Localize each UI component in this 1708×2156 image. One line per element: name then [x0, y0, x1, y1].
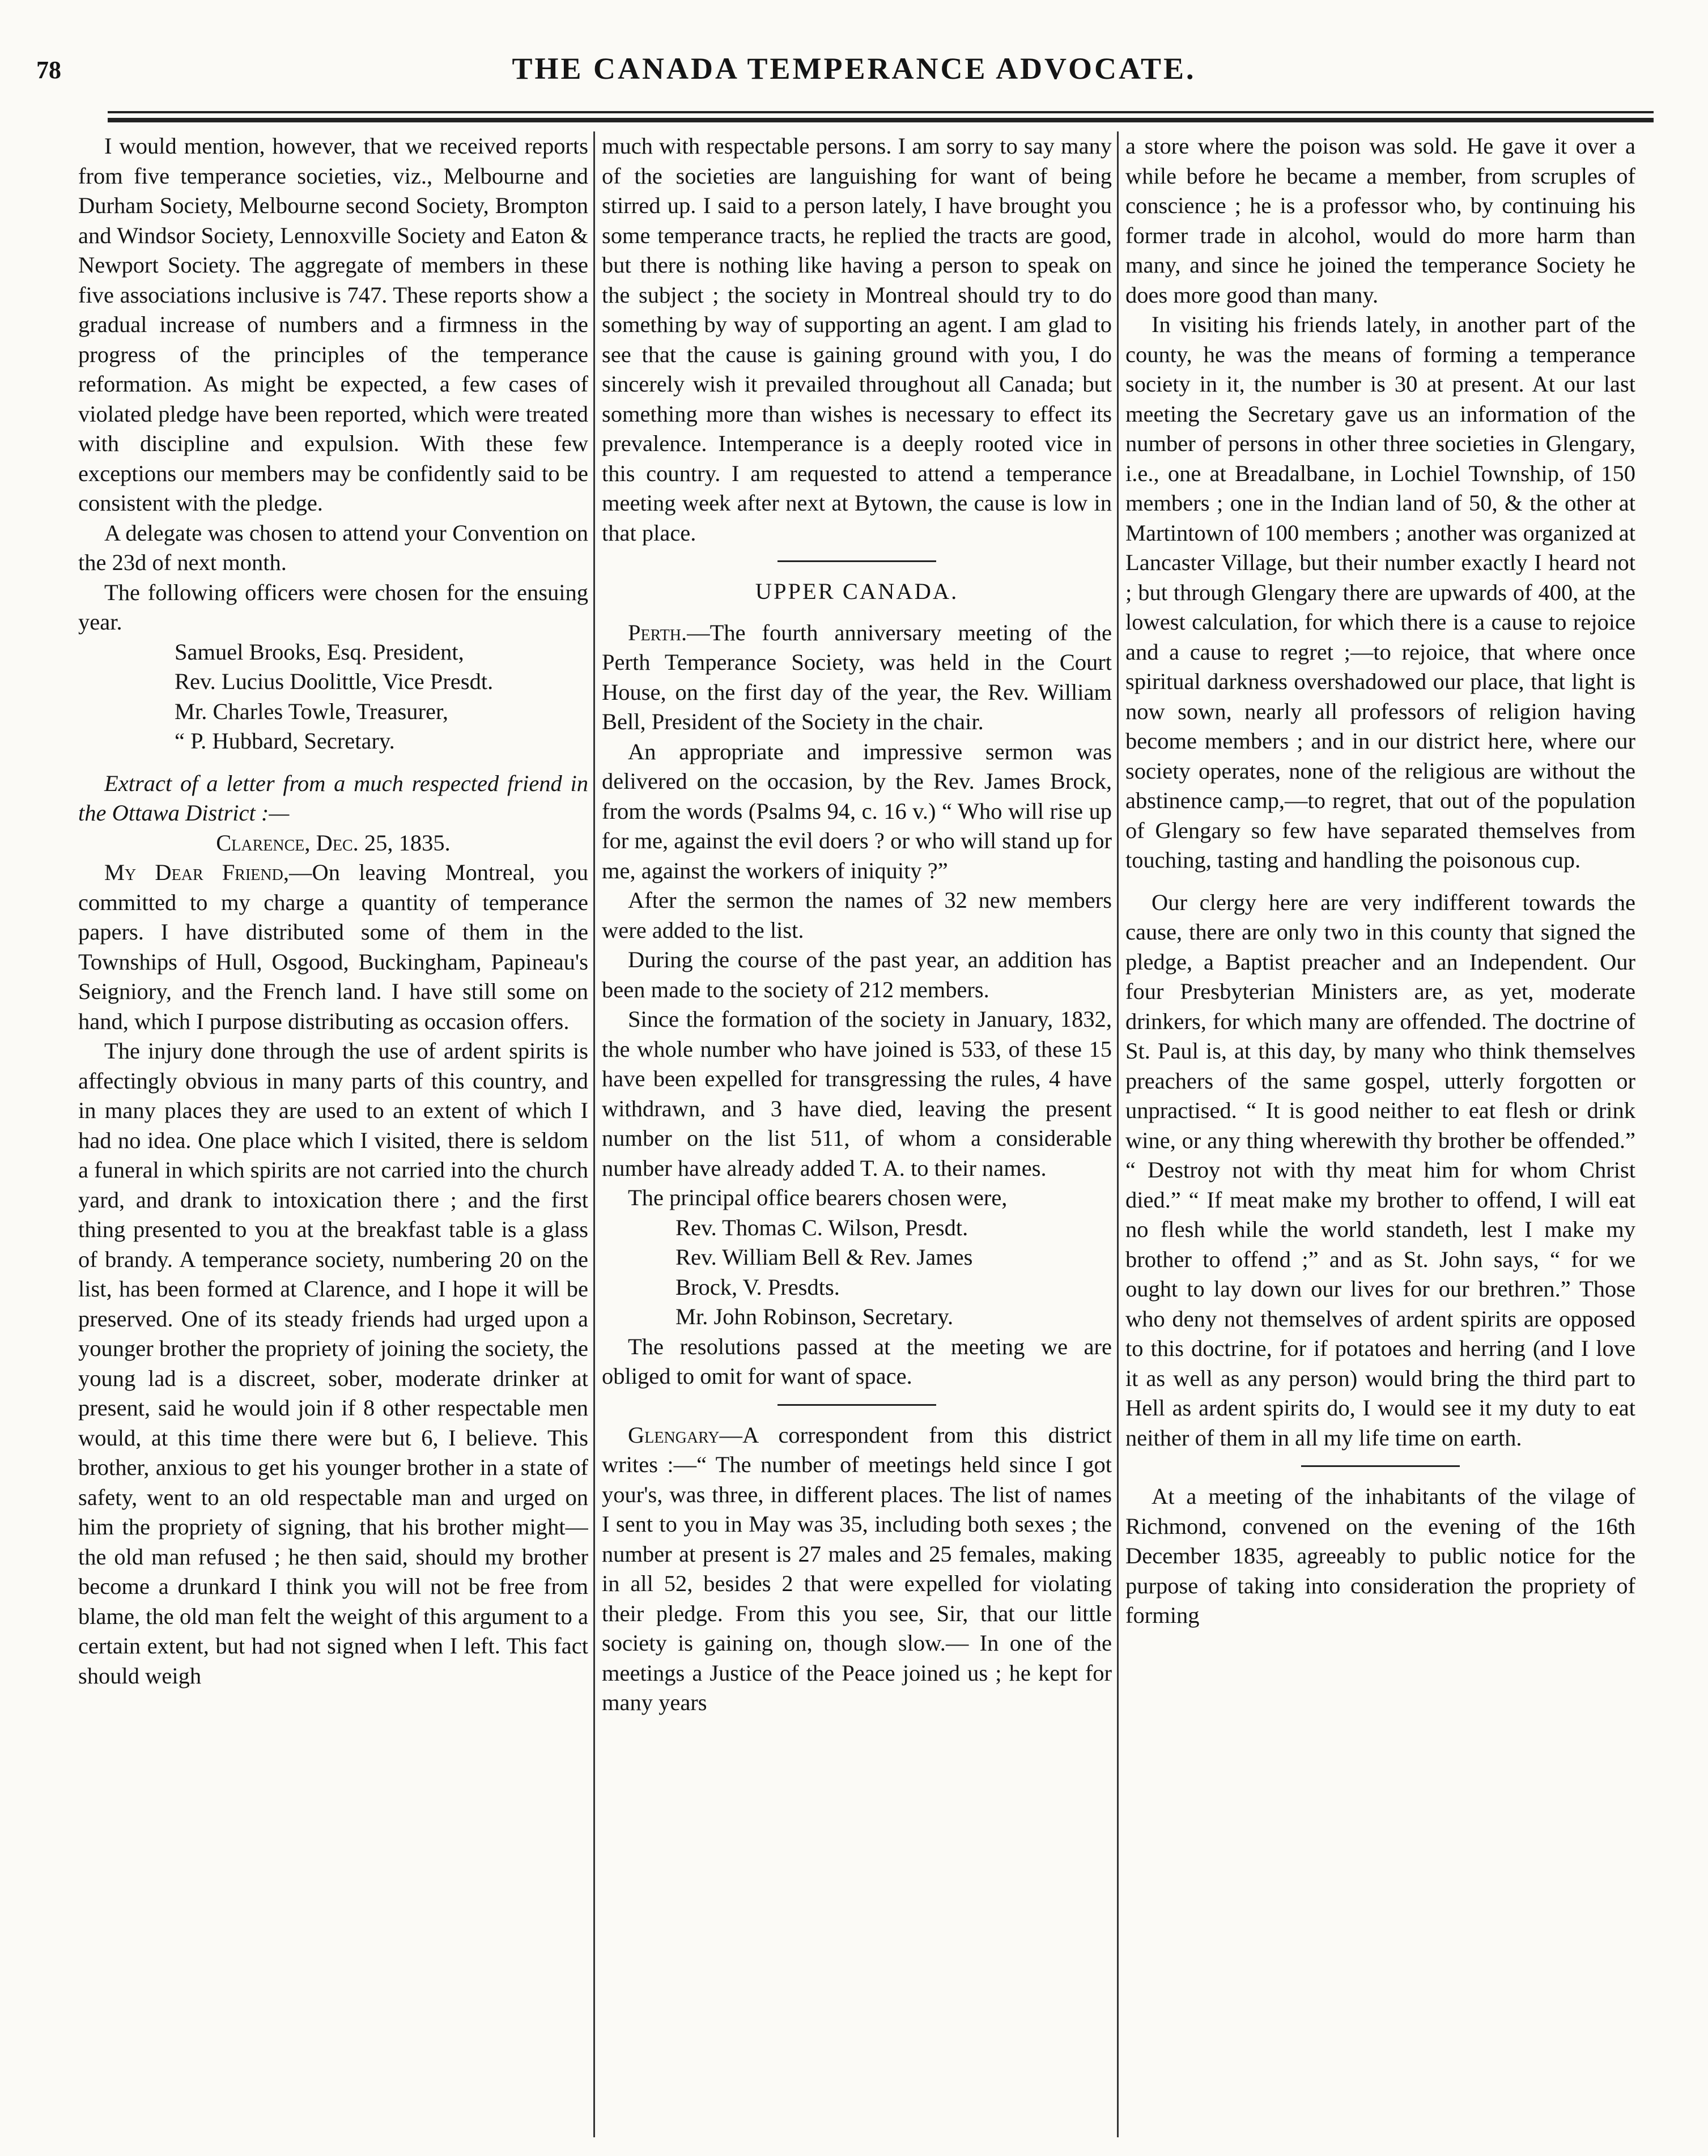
paragraph-text: —A correspondent from this district writes :—“ The number of meetings held since I got your's, was three, in different places. The list of names I sent to you in May was 35, including both sexes ; the number at present is 27 males and 25 females, making in all 52, besides 2 that were expelled for violating their pledge. From this you see, Sir, that our little society is gaining on, though slow.— In one of the meetings a Justice of the Peace joined us ; he kept for many years: [602, 1422, 1112, 1715]
salutation: My Dear Friend,: [104, 860, 289, 885]
page-header: [36, 51, 1672, 96]
paragraph: An appropriate and impressive sermon was delivered on the occasion, by the Rev. James Brock, from the words (Psalms 94, c. 16 v.) “ Who will rise up for me, against the evil doers ? or who will stand up for me, against the workers of iniquity ?”: [602, 738, 1112, 883]
officer-line: Mr. John Robinson, Secretary.: [675, 1304, 954, 1329]
column-divider-2: [1117, 131, 1119, 2137]
section-separator: [777, 560, 936, 562]
column-3: [1125, 131, 1635, 2137]
officer-line: Rev. Lucius Doolittle, Vice Presdt.: [175, 669, 494, 694]
officer-line: Rev. William Bell & Rev. James: [675, 1244, 973, 1270]
paragraph: In visiting his friends lately, in another part of the county, he was the means of forming a temperance society in it, the number is 30 at present. At our last meeting the Secretary gave us an information of the number of persons in other three societies in Glengary, i.e., one at Breadalbane, in Lochiel Township, of 150 members ; one in the Indian land of 50, & the other at Martintown of 100 members ; another was organized at Lancaster Village, but their number exactly I heard not ; but through Glengary there are upwards of 400, at the lowest calculation, for which there is a cause to rejoice and a cause to regret ;—to rejoice, that where once spiritual darkness overshadowed our place, that light is now sown, nearly all professors of religion having become members ; and in our district here, where our society operates, none of the religious are without the abstinence camp,—to regret, that out of the population of Glengary so few have separated themselves from touching, tasting and handling the poisonous cup.: [1125, 312, 1635, 873]
section-heading: UPPER CANADA.: [755, 579, 959, 604]
paragraph: [602, 618, 1112, 737]
dateline: Clarence, Dec. 25, 1835.: [216, 830, 451, 856]
paragraph: [78, 858, 588, 1036]
column-divider-1: [593, 131, 595, 2137]
paragraph: I would mention, however, that we received reports from five temperance societies, viz., Melbourne and Durham Society, Melbourne second Society, Brompton and Windsor Society, Lennoxville Society and Eaton & Newport Society. The aggregate of members in these five associations inclusive is 747. These reports show a gradual increase of numbers and a firmness in the progress of the principles of the temperance reformation. As might be expected, a few cases of violated pledge have been reported, which were treated with discipline and expulsion. With these few exceptions our members may be confidently said to be consistent with the pledge.: [78, 133, 588, 516]
officer-line: Brock, V. Presdts.: [675, 1274, 840, 1300]
masthead-title: THE CANADA TEMPERANCE ADVOCATE.: [512, 52, 1196, 86]
paragraph: The following officers were chosen for the ensuing year.: [78, 579, 588, 635]
paragraph: After the sermon the names of 32 new members were added to the list.: [602, 887, 1112, 943]
paragraph: A delegate was chosen to attend your Convention on the 23d of next month.: [78, 520, 588, 575]
paragraph: much with respectable persons. I am sorry to say many of the societies are languishing for want of being stirred up. I said to a person lately, I have brought you some temperance tracts, he replied the tracts are good, but there is nothing like having a person to speak on the subject ; the society in Montreal should try to do something by way of supporting an agent. I am glad to see that the cause is gaining ground with you, I do sincerely wish it prevailed throughout all Canada; but something more than wishes is necessary to effect its prevalence. Intemperance is a deeply rooted vice in this country. I am requested to attend a temperance meeting week after next at Bytown, the cause is low in that place.: [602, 133, 1112, 546]
officer-line: Mr. Charles Towle, Treasurer,: [175, 698, 448, 724]
officer-line: Samuel Brooks, Esq. President,: [175, 639, 464, 665]
place-lead: Glengary: [628, 1422, 720, 1448]
paragraph: The resolutions passed at the meeting we are obliged to omit for want of space.: [602, 1333, 1112, 1389]
column-1: [78, 131, 588, 2137]
paragraph: During the course of the past year, an addition has been made to the society of 212 members.: [602, 947, 1112, 1002]
officer-line: “ P. Hubbard, Secretary.: [175, 728, 395, 754]
header-rule: [108, 111, 1654, 113]
officer-line: Rev. Thomas C. Wilson, Presdt.: [675, 1214, 968, 1240]
page-number: 78: [36, 56, 61, 84]
paragraph: At a meeting of the inhabitants of the vilage of Richmond, convened on the evening of the 16th December 1835, agreeably to public notice for the purpose of taking into consideration the propriety of forming: [1125, 1483, 1635, 1628]
section-separator: [1301, 1465, 1460, 1467]
paragraph: [602, 1421, 1112, 1718]
place-lead: Perth.: [628, 619, 687, 645]
paragraph: Since the formation of the society in January, 1832, the whole number who have joined is 533, of these 15 have been expelled for transgressing the rules, 4 have withdrawn, and 3 have died, leaving the present number on the list 511, of whom a considerable number have already added T. A. to their names.: [602, 1006, 1112, 1181]
paragraph-text: —The fourth anniversary meeting of the Perth Temperance Society, was held in the Court House, on the first day of the year, the Rev. William Bell, President of the Society in the chair.: [602, 619, 1112, 734]
extract-heading: Extract of a letter from a much respected friend in the Ottawa District :—: [78, 770, 588, 826]
paragraph: a store where the poison was sold. He gave it over a while before he became a member, from scruples of conscience ; he is a professor who, by continuing his former trade in alcohol, would do more harm than many, and since he joined the temperance Society he does more good than many.: [1125, 133, 1635, 308]
paragraph: The principal office bearers chosen were,: [628, 1185, 1008, 1210]
paragraph: Our clergy here are very indifferent towards the cause, there are only two in this county that signed the pledge, a Baptist preacher and an Independent. Our four Presbyterian Ministers are, as yet, moderate drinkers, for which many are offended. The doctrine of St. Paul is, at this day, by many who think themselves preachers of the same gospel, utterly forgotten or unpractised. “ It is good neither to eat flesh or drink wine, or any thing wherewith thy brother be offended.” “ Destroy not with thy meat him for whom Christ died.” “ If meat make my brother to offend, I will eat no flesh while the world standeth, lest I make my brother to offend ;” and as St. John says, “ for we ought to lay down our lives for our brethren.” Those who deny not themselves of ardent spirits are opposed to this doctrine, for if potatoes and herring (and I love it as well as any person) would bring the third part to Hell as ardent spirits do, I would see it my duty to eat neither of them in all my life time on earth.: [1125, 889, 1635, 1451]
paragraph-text: —On leaving Montreal, you committed to my charge a quantity of temperance papers. I have distributed some of them in the Townships of Hull, Osgood, Buckingham, Papineau's Seigniory, and the French land. I have still some on hand, which I purpose distributing as occasion offers.: [78, 860, 588, 1034]
header-rule-thick: [108, 118, 1654, 122]
section-separator: [777, 1404, 936, 1406]
column-2: [602, 131, 1112, 2137]
paragraph: The injury done through the use of ardent spirits is affectingly obvious in many parts of this country, and in many places they are used to an extent of which I had no idea. One place which I visited, there is seldom a funeral in which spirits are not carried into the church yard, and drank to intoxication there ; and the first thing presented to you at the breakfast table is a glass of brandy. A temperance society, numbering 20 on the list, has been formed at Clarence, and I hope it will be preserved. One of its steady friends had urged upon a younger brother the propriety of joining the society, the young lad is a discreet, sober, moderate drinker at present, said he would join if 8 other respectable men would, at this time there were but 6, I believe. This brother, anxious to get his younger brother in a state of safety, went to an old respectable man and urged on him the propriety of signing, that his brother might—the old man refused ; he then said, should my brother become a drunkard I think you will not be free from blame, the old man felt the weight of this argument to a certain extent, but had not signed when I left. This fact should weigh: [78, 1038, 588, 1689]
